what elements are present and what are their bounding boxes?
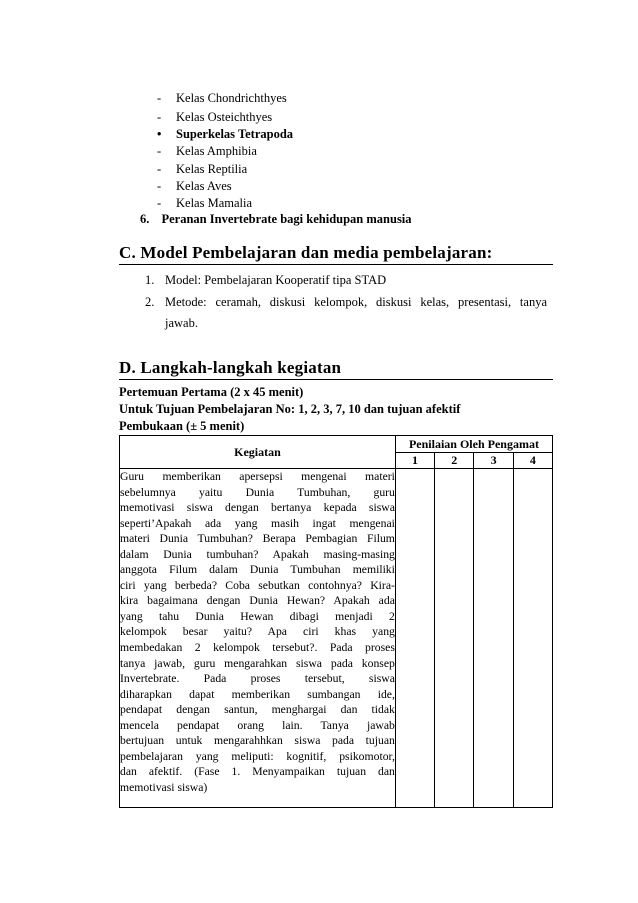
section-c-item-2-line-1: Metode: ceramah, diskusi kelompok, diskusi kelas, presentasi, tanya: [165, 295, 547, 309]
activity-line: anggota Filum dalam Dunia Tumbuhan memiliki: [120, 563, 395, 577]
activity-line: kira bagaimana dengan Dunia Hewan? Apakah ada: [120, 594, 395, 608]
activity-line: pembelajaran yang meliputi: kognitif, psikomotor,: [120, 749, 395, 763]
activity-line: tanya jawab, guru mengarahkan siswa pada konsep: [120, 656, 395, 670]
activity-line: bertujuan untuk mengarahhkan siswa pada tujuan: [120, 734, 395, 748]
section-c-item-2-line-2: jawab.: [165, 316, 198, 330]
opening-duration: Pembukaan (± 5 menit): [119, 419, 245, 433]
activity-line: pendapat dengan santun, menghargai dan tidak: [120, 703, 395, 717]
activity-line: seperti’Apakah ada yang masih ingat mengenai: [120, 516, 395, 530]
section-c-item-2-number: 2.: [145, 295, 155, 309]
score-cell-4[interactable]: [513, 469, 552, 808]
dash-marker: -: [157, 110, 162, 124]
score-header-1: 1: [395, 453, 434, 469]
dash-marker: -: [157, 144, 162, 158]
activity-line: yang tahu Dunia Hewan dibagi menjadi 2: [120, 609, 395, 623]
item-text: Model: Pembelajaran Kooperatif tipa STAD: [165, 273, 387, 287]
bullet-marker: •: [157, 127, 162, 141]
activity-line: kelompok besar yaitu? Apa ciri khas yang: [120, 625, 395, 639]
list-item-text: Superkelas Tetrapoda: [176, 127, 294, 141]
activity-line: membedakan 2 kelompok tersebut?. Pada proses: [120, 641, 395, 655]
item-text: Peranan Invertebrate bagi kehidupan manusia: [161, 212, 412, 226]
score-cell-1[interactable]: [395, 469, 434, 808]
list-item-text: Kelas Aves: [176, 179, 232, 193]
list-item-text: Kelas Mamalia: [176, 196, 253, 210]
activity-line: diharapkan dapat memberikan sumbangan ide,: [120, 687, 395, 701]
score-cell-2[interactable]: [435, 469, 474, 808]
meeting-info: Pertemuan Pertama (2 x 45 menit): [119, 385, 304, 399]
dash-marker: -: [157, 162, 162, 176]
activity-line: mencela pendapat orang lain. Tanya jawab: [120, 718, 395, 732]
activity-line: dan afektif. (Fase 1. Menyampaikan tujuan dan: [120, 765, 395, 779]
kegiatan-header: Kegiatan: [120, 436, 396, 469]
score-header-3: 3: [474, 453, 513, 469]
activity-line: memotivasi siswa dengan bertanya kepada siswa: [120, 501, 395, 515]
list-item-text: Kelas Osteichthyes: [176, 110, 273, 124]
list-item-text: Kelas Reptilia: [176, 162, 248, 176]
list-item-text: Kelas Chondrichthyes: [176, 91, 287, 105]
activity-line: materi Dunia Tumbuhan? Berapa Pembagian Filum: [120, 532, 395, 546]
activity-line: dalam Dunia tumbuhan? Apakah masing-masing: [120, 547, 395, 561]
dash-marker: -: [157, 179, 162, 193]
activity-table: [119, 435, 553, 808]
activity-line: Invertebrate. Pada proses tersebut, siswa: [120, 672, 395, 686]
section-c-heading: C. Model Pembelajaran dan media pembelajaran:: [119, 243, 553, 265]
activity-line: Guru memberikan apersepsi mengenai materi: [120, 470, 395, 483]
section-d-heading: D. Langkah-langkah kegiatan: [119, 358, 553, 380]
section-c-item-1: [145, 273, 387, 288]
activity-line: sebelumnya yaitu Dunia Tumbuhan, guru: [120, 485, 395, 499]
item-number: 1.: [145, 273, 155, 287]
dash-marker: -: [157, 196, 162, 210]
score-cell-3[interactable]: [474, 469, 513, 808]
penilaian-header: Penilaian Oleh Pengamat: [395, 436, 552, 453]
list-item-text: Kelas Amphibia: [176, 144, 257, 158]
activity-line: ciri yang berbeda? Coba sebutkan contohnya? Kira-: [120, 578, 395, 592]
learning-purpose: Untuk Tujuan Pembelajaran No: 1, 2, 3, 7, 10 dan tujuan afektif: [119, 402, 461, 416]
score-header-2: 2: [435, 453, 474, 469]
dash-marker: -: [157, 91, 162, 105]
activity-line: memotivasi siswa): [120, 780, 208, 794]
score-header-4: 4: [513, 453, 552, 469]
numbered-item-6: [140, 212, 412, 227]
activity-description: [120, 469, 396, 808]
item-number: 6.: [140, 212, 150, 226]
